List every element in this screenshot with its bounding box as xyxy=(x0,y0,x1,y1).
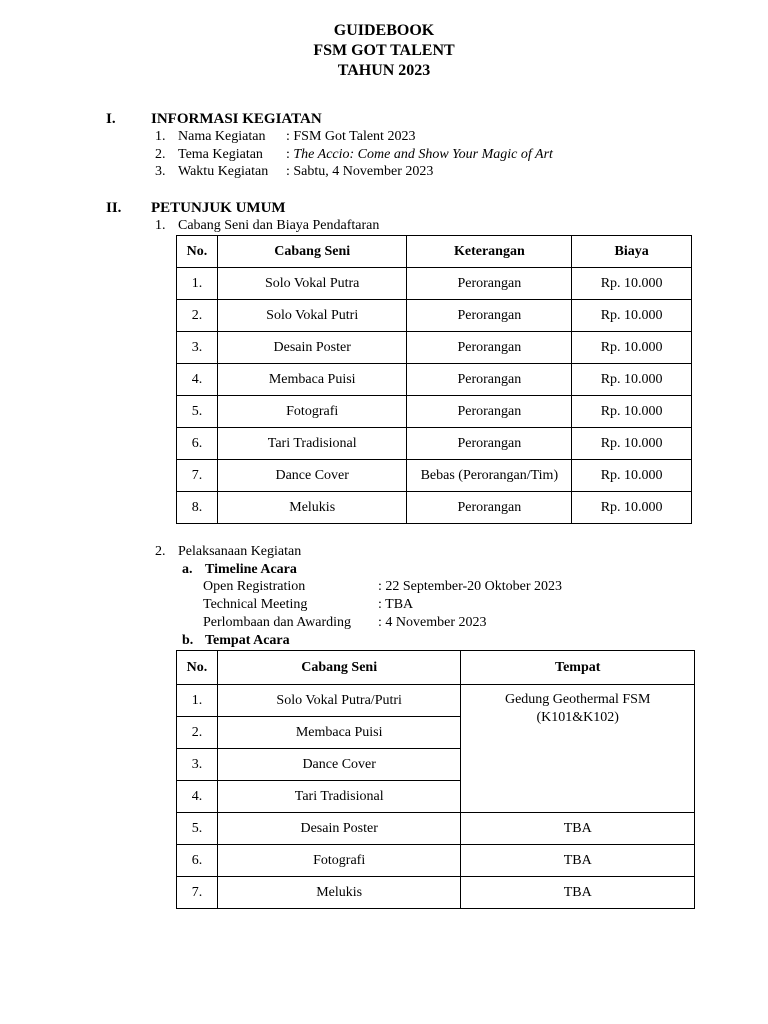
section2-numeral: II. xyxy=(106,200,122,216)
cell-no: 1. xyxy=(177,685,218,717)
timeline-value-competition: : 4 November 2023 xyxy=(378,615,487,630)
fee-header-note: Keterangan xyxy=(407,236,572,268)
table-row xyxy=(177,332,692,364)
section1-item1-label: Nama Kegiatan xyxy=(178,129,266,144)
doc-title-line2: FSM GOT TALENT xyxy=(313,42,455,59)
section1-item1-value: : FSM Got Talent 2023 xyxy=(286,129,416,144)
cell-no: 8. xyxy=(177,492,218,524)
table-row xyxy=(177,364,692,396)
section1-item2-num: 2. xyxy=(155,147,166,162)
cell-place: TBA xyxy=(461,813,695,845)
timeline-label-technical: Technical Meeting xyxy=(203,597,308,612)
cell-note: Bebas (Perorangan/Tim) xyxy=(407,460,572,492)
sub-a-letter: a. xyxy=(182,562,193,577)
cell-branch: Dance Cover xyxy=(217,749,460,781)
section2-item2-num: 2. xyxy=(155,544,166,559)
venue-header-no: No. xyxy=(177,651,218,685)
cell-branch: Fotografi xyxy=(217,845,460,877)
table-row xyxy=(177,685,695,717)
sub-a-title: Timeline Acara xyxy=(205,562,297,577)
section1-title: INFORMASI KEGIATAN xyxy=(151,111,322,127)
section1-numeral: I. xyxy=(106,111,116,127)
venue-table-header-row xyxy=(177,651,695,685)
venue-header-place: Tempat xyxy=(461,651,695,685)
section1-item3-label: Waktu Kegiatan xyxy=(178,164,269,179)
table-row xyxy=(177,813,695,845)
section1-item1-num: 1. xyxy=(155,129,166,144)
table-row xyxy=(177,460,692,492)
cell-no: 5. xyxy=(177,813,218,845)
cell-cost: Rp. 10.000 xyxy=(572,364,692,396)
table-row xyxy=(177,396,692,428)
section2-item1-num: 1. xyxy=(155,218,166,233)
section1-item3-value: : Sabtu, 4 November 2023 xyxy=(286,164,434,179)
fee-header-branch: Cabang Seni xyxy=(217,236,407,268)
cell-no: 3. xyxy=(177,749,218,781)
cell-place: TBA xyxy=(461,845,695,877)
fee-table xyxy=(176,235,692,524)
table-row xyxy=(177,877,695,909)
cell-branch: Dance Cover xyxy=(217,460,407,492)
cell-branch: Tari Tradisional xyxy=(217,781,460,813)
cell-no: 7. xyxy=(177,460,218,492)
cell-cost: Rp. 10.000 xyxy=(572,332,692,364)
fee-table-header-row xyxy=(177,236,692,268)
table-row xyxy=(177,300,692,332)
sub-b-title: Tempat Acara xyxy=(205,633,290,648)
section2-title: PETUNJUK UMUM xyxy=(151,200,286,216)
section1-item2-theme: The Accio: Come and Show Your Magic of Art xyxy=(293,147,553,162)
cell-cost: Rp. 10.000 xyxy=(572,428,692,460)
timeline-label-registration: Open Registration xyxy=(203,579,306,594)
cell-cost: Rp. 10.000 xyxy=(572,460,692,492)
cell-no: 4. xyxy=(177,364,218,396)
table-row xyxy=(177,268,692,300)
sub-b-letter: b. xyxy=(182,633,194,648)
cell-note: Perorangan xyxy=(407,428,572,460)
venue-table xyxy=(176,650,695,909)
doc-title-line3: TAHUN 2023 xyxy=(337,62,431,79)
place-line1: Gedung Geothermal FSM xyxy=(504,692,651,707)
cell-branch: Melukis xyxy=(217,492,407,524)
table-row xyxy=(177,492,692,524)
section1-item3-num: 3. xyxy=(155,164,166,179)
timeline-label-competition: Perlombaan dan Awarding xyxy=(203,615,352,630)
section1-item2-label: Tema Kegiatan xyxy=(178,147,263,162)
cell-note: Perorangan xyxy=(407,268,572,300)
cell-branch: Solo Vokal Putri xyxy=(217,300,407,332)
cell-branch: Melukis xyxy=(217,877,460,909)
cell-note: Perorangan xyxy=(407,332,572,364)
fee-header-no: No. xyxy=(177,236,218,268)
section2-item2-label: Pelaksanaan Kegiatan xyxy=(178,544,302,559)
cell-branch: Desain Poster xyxy=(217,332,407,364)
cell-no: 2. xyxy=(177,717,218,749)
cell-cost: Rp. 10.000 xyxy=(572,268,692,300)
section1-item2-colon: : xyxy=(286,147,294,162)
cell-no: 7. xyxy=(177,877,218,909)
cell-note: Perorangan xyxy=(407,396,572,428)
section1-item2-value xyxy=(286,146,553,164)
cell-note: Perorangan xyxy=(407,364,572,396)
cell-place-merged xyxy=(461,685,695,813)
cell-no: 4. xyxy=(177,781,218,813)
cell-place: TBA xyxy=(461,877,695,909)
doc-title-line1: GUIDEBOOK xyxy=(333,22,435,39)
fee-header-cost: Biaya xyxy=(572,236,692,268)
cell-note: Perorangan xyxy=(407,492,572,524)
venue-header-branch: Cabang Seni xyxy=(217,651,460,685)
timeline-value-registration: : 22 September-20 Oktober 2023 xyxy=(378,579,563,594)
table-row xyxy=(177,428,692,460)
cell-no: 5. xyxy=(177,396,218,428)
cell-no: 6. xyxy=(177,428,218,460)
cell-cost: Rp. 10.000 xyxy=(572,492,692,524)
cell-no: 2. xyxy=(177,300,218,332)
cell-no: 6. xyxy=(177,845,218,877)
cell-branch: Membaca Puisi xyxy=(217,717,460,749)
cell-cost: Rp. 10.000 xyxy=(572,300,692,332)
cell-note: Perorangan xyxy=(407,300,572,332)
section2-item1-label: Cabang Seni dan Biaya Pendaftaran xyxy=(178,218,380,233)
table-row xyxy=(177,845,695,877)
timeline-value-technical: : TBA xyxy=(378,597,414,612)
cell-branch: Solo Vokal Putra xyxy=(217,268,407,300)
cell-branch: Fotografi xyxy=(217,396,407,428)
cell-branch: Membaca Puisi xyxy=(217,364,407,396)
cell-cost: Rp. 10.000 xyxy=(572,396,692,428)
cell-no: 3. xyxy=(177,332,218,364)
place-line2: (K101&K102) xyxy=(536,710,619,725)
cell-branch: Solo Vokal Putra/Putri xyxy=(217,685,460,717)
cell-branch: Tari Tradisional xyxy=(217,428,407,460)
cell-branch: Desain Poster xyxy=(217,813,460,845)
cell-no: 1. xyxy=(177,268,218,300)
